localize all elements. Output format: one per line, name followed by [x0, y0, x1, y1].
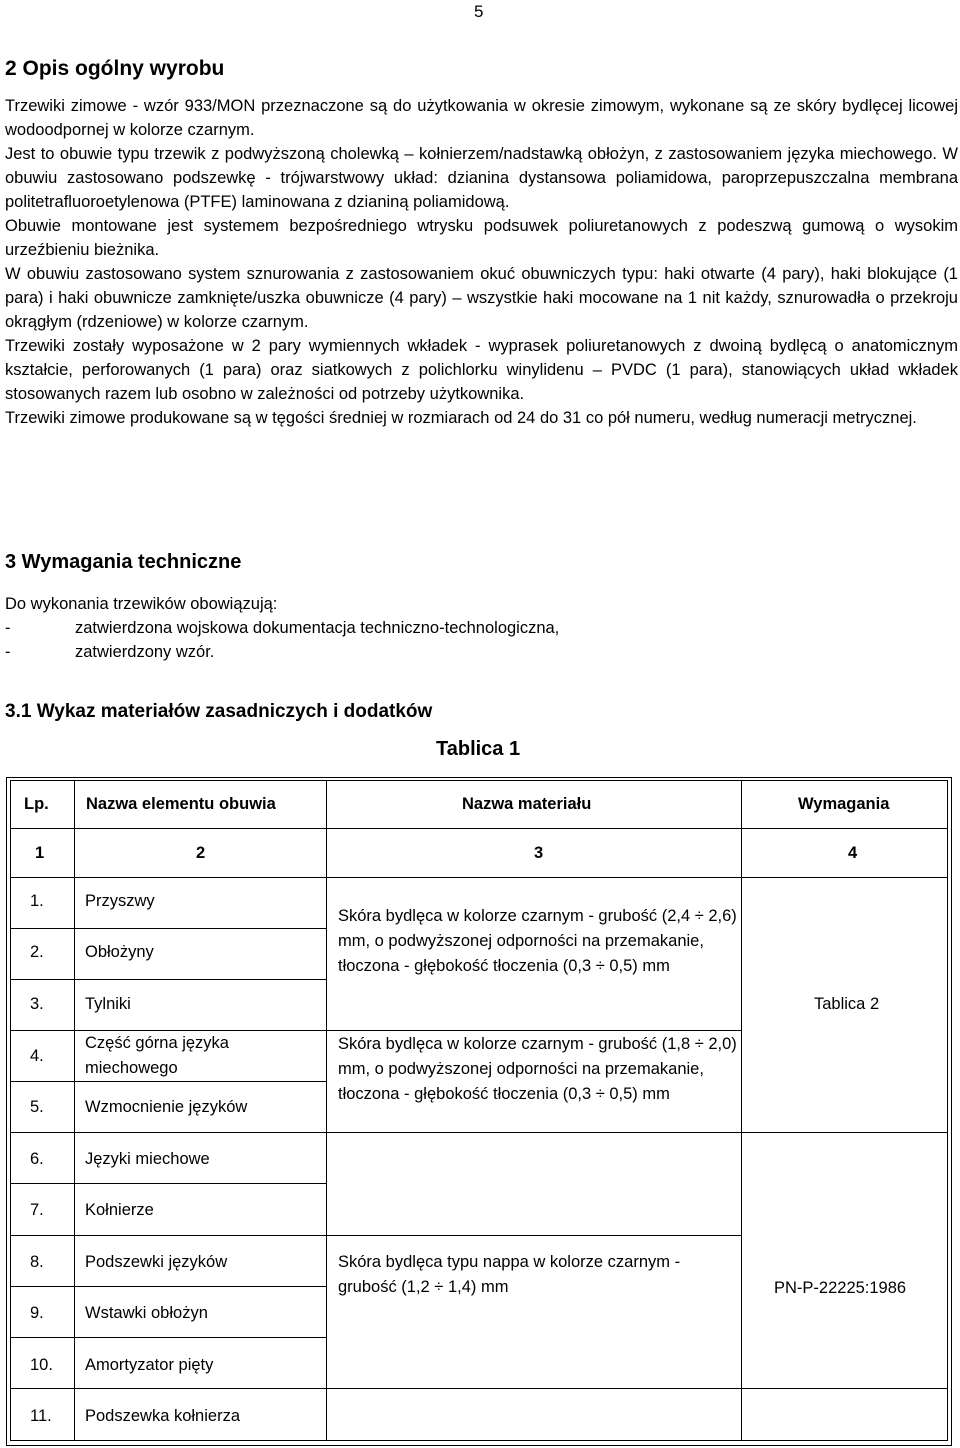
table-row-name: Wzmocnienie języków [85, 1098, 248, 1116]
list-item-text: zatwierdzona wojskowa dokumentacja techniczno-technologiczna, [75, 619, 560, 637]
table-row-name: Języki miechowe [85, 1150, 210, 1168]
requirement-reference: Tablica 2 [814, 995, 880, 1013]
list-item [5, 616, 945, 640]
table-row-lp: 10. [30, 1356, 53, 1374]
table-row-lp: 5. [30, 1098, 44, 1116]
column-number: 2 [196, 844, 206, 862]
table-caption: Tablica 1 [436, 738, 521, 760]
table-row-lp: 2. [30, 943, 44, 961]
table-row-lp: 4. [30, 1047, 44, 1065]
requirements-list [5, 592, 945, 664]
list-bullet: - [5, 643, 11, 661]
table-header-requirements: Wymagania [798, 795, 890, 813]
section-2-body [5, 94, 958, 430]
paragraph: Trzewiki zostały wyposażone w 2 pary wymiennych wkładek - wyprasek poliuretanowych z dwoiną bydlęcą o anatomicznym kształcie, perforowanych (1 para) oraz siatkowych z polichlorku winylidenu – PVDC (1 para), stanowiących układ wkładek stosowanych razem lub osobno w zależności od potrzeby użytkownika. [5, 337, 958, 403]
table-row-name: Amortyzator pięty [85, 1356, 214, 1374]
list-bullet: - [5, 619, 11, 637]
table-row-name: Wstawki obłożyn [85, 1304, 208, 1322]
page-number: 5 [474, 2, 484, 21]
table-row-lp: 7. [30, 1201, 44, 1219]
table-header-lp: Lp. [24, 795, 49, 813]
section-2-heading: 2 Opis ogólny wyrobu [5, 57, 225, 80]
paragraph: W obuwiu zastosowano system sznurowania z zastosowaniem okuć obuwniczych typu: haki otwarte (4 pary), haki blokujące (1 para) i haki obuwnicze zamknięte/uszka obuwnicze (4 pary) – wszystkie haki mocowane na 1 nit każdy, sznurowadła o przekroju okrągłym (rdzeniowe) w kolorze czarnym. [5, 265, 958, 331]
table-row-lp: 9. [30, 1304, 44, 1322]
paragraph: Jest to obuwie typu trzewik z podwyższoną cholewką – kołnierzem/nadstawką obłożyn, z zastosowaniem języka miechowego. W obuwiu zastosowano podszewkę - trójwarstwowy układ: dzianina dystansowa poliamidowa, paroprzepuszczalna membrana politetrafluoroetylenowa (PTFE) laminowana z dzianiną poliamidową. [5, 145, 958, 211]
list-item-text: zatwierdzony wzór. [75, 643, 215, 661]
table-row-lp: 6. [30, 1150, 44, 1168]
column-number: 1 [35, 844, 45, 862]
table-row-lp: 3. [30, 995, 44, 1013]
table-row-name: Tylniki [85, 995, 131, 1013]
table-row-lp: 1. [30, 892, 44, 910]
table-row-lp: 11. [30, 1407, 52, 1425]
paragraph: Trzewiki zimowe - wzór 933/MON przeznaczone są do użytkowania w okresie zimowym, wykonane są ze skóry bydlęcej licowej wodoodpornej w kolorze czarnym. [5, 97, 958, 139]
table-header-material: Nazwa materiału [462, 795, 592, 813]
materials-table [10, 780, 948, 1441]
table-row-name: Obłożyny [85, 943, 154, 961]
table-row-name: Podszewki języków [85, 1253, 228, 1271]
material-description: Skóra bydlęca w kolorze czarnym - grubość (2,4 ÷ 2,6) mm, o podwyższonej odporności na przemakanie, tłoczona - głębokość tłoczenia (0,3 ÷ 0,5) mm [338, 907, 737, 975]
section-3-heading: 3 Wymagania techniczne [5, 551, 242, 573]
material-description: Skóra bydlęca typu nappa w kolorze czarnym - grubość (1,2 ÷ 1,4) mm [338, 1253, 681, 1296]
section-3-1-heading: 3.1 Wykaz materiałów zasadniczych i dodatków [5, 701, 433, 722]
table-header-element: Nazwa elementu obuwia [86, 795, 276, 813]
paragraph: Trzewiki zimowe produkowane są w tęgości średniej w rozmiarach od 24 do 31 co pół numeru, według numeracji metrycznej. [5, 409, 917, 427]
requirement-standard: PN-P-22225:1986 [774, 1279, 907, 1297]
list-intro: Do wykonania trzewików obowiązują: [5, 595, 278, 613]
paragraph: Obuwie montowane jest systemem bezpośredniego wtrysku podsuwek poliuretanowych z podeszwą gumową o wysokim urzeźbieniu bieżnika. [5, 217, 958, 259]
table-row-name: Kołnierze [85, 1201, 154, 1219]
column-number: 3 [534, 844, 544, 862]
table-row-name: Część górna języka miechowego [85, 1034, 229, 1077]
column-number: 4 [848, 844, 858, 862]
table-row-name: Przyszwy [85, 892, 155, 910]
material-description: Skóra bydlęca w kolorze czarnym - grubość (1,8 ÷ 2,0) mm, o podwyższonej odporności na przemakanie, tłoczona - głębokość tłoczenia (0,3 ÷ 0,5) mm [338, 1035, 737, 1103]
table-row-lp: 8. [30, 1253, 44, 1271]
table-row-name: Podszewka kołnierza [85, 1407, 240, 1425]
list-item [5, 640, 945, 664]
